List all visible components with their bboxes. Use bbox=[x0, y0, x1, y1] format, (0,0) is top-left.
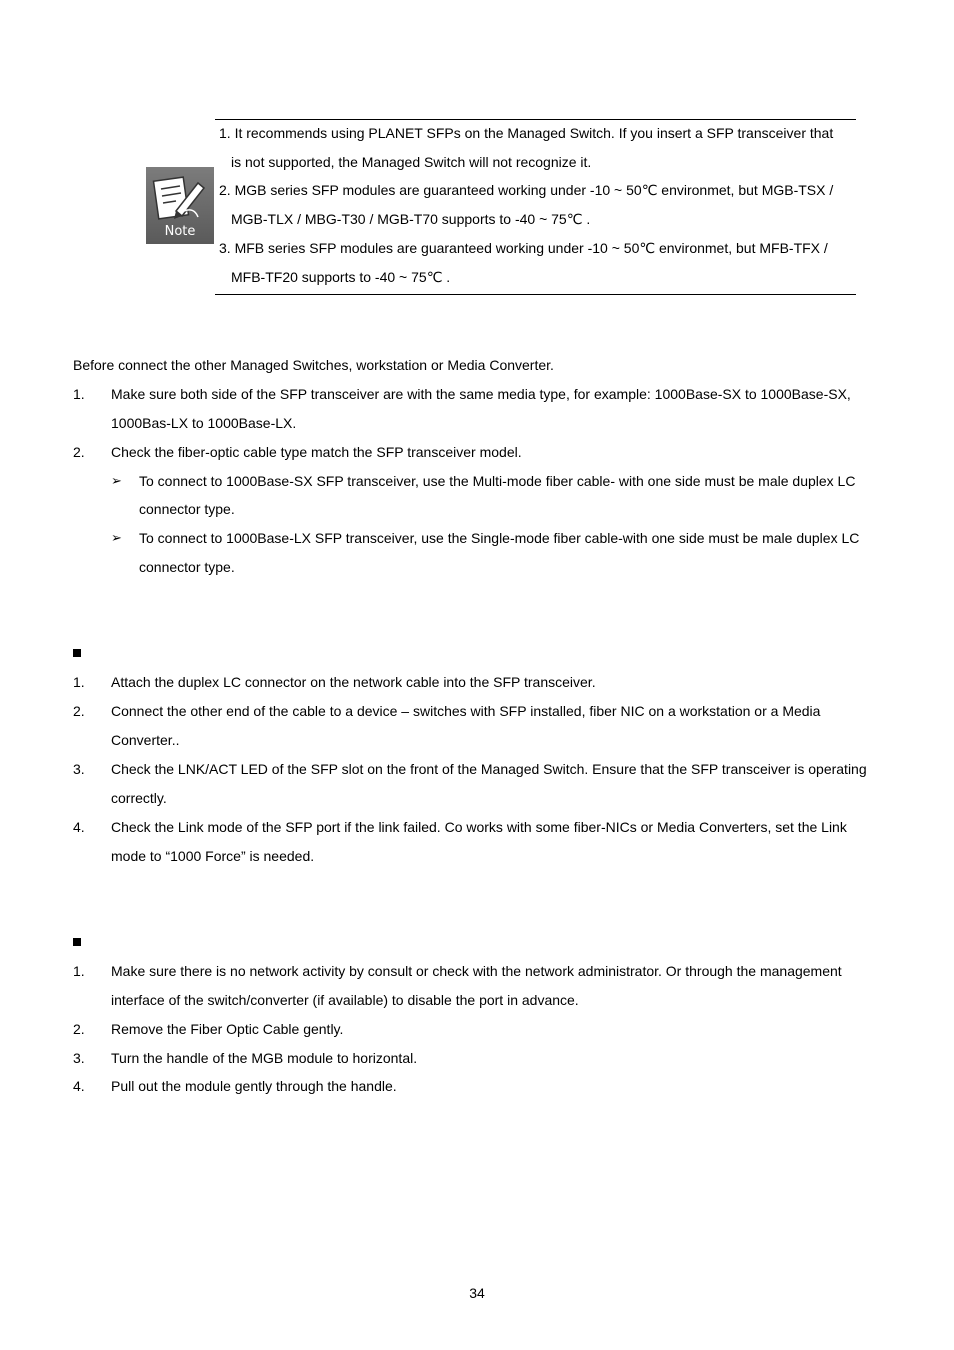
bullet-text: To connect to 1000Base-LX SFP transceiver, use the Single-mode fiber cable-with one side must be male duplex LC bbox=[139, 530, 860, 546]
note-line-5: 3. MFB series SFP modules are guaranteed working under -10 ~ 50℃ environmet, but MFB-TFX / bbox=[219, 240, 828, 256]
list-item-text: interface of the switch/converter (if available) to disable the port in advance. bbox=[111, 992, 579, 1008]
connect-intro: Before connect the other Managed Switches, workstation or Media Converter. bbox=[73, 357, 554, 373]
note-line-4: MGB-TLX / MBG-T30 / MGB-T70 supports to -40 ~ 75℃ . bbox=[231, 211, 591, 227]
bullet-text: connector type. bbox=[139, 501, 235, 517]
list-item-text: mode to “1000 Force” is needed. bbox=[111, 848, 315, 864]
square-bullet-icon bbox=[73, 649, 81, 657]
list-item-text: Attach the duplex LC connector on the network cable into the SFP transceiver. bbox=[111, 674, 596, 690]
note-line-6: MFB-TF20 supports to -40 ~ 75℃ . bbox=[231, 269, 451, 285]
bullet-text: connector type. bbox=[139, 559, 235, 575]
list-item-text: Make sure there is no network activity by consult or check with the network administrator. Or through the management bbox=[111, 963, 842, 979]
list-number: 2. bbox=[73, 444, 85, 460]
list-item-text: Connect the other end of the cable to a device – switches with SFP installed, fiber NIC on a workstation or a Media bbox=[111, 703, 821, 719]
list-number: 3. bbox=[73, 1050, 85, 1066]
note-line-2: is not supported, the Managed Switch will not recognize it. bbox=[231, 154, 592, 170]
list-number: 1. bbox=[73, 386, 85, 402]
list-number: 2. bbox=[73, 1021, 85, 1037]
note-line-3: 2. MGB series SFP modules are guaranteed working under -10 ~ 50℃ environmet, but MGB-TSX / bbox=[219, 182, 834, 198]
list-number: 2. bbox=[73, 703, 85, 719]
page-number: 34 bbox=[469, 1285, 485, 1301]
list-item-text: Converter.. bbox=[111, 732, 180, 748]
list-item-text: correctly. bbox=[111, 790, 167, 806]
note-icon bbox=[146, 167, 214, 244]
list-number: 4. bbox=[73, 1078, 85, 1094]
note-label: Note bbox=[164, 224, 196, 239]
list-item-text: Make sure both side of the SFP transceiver are with the same media type, for example: 1000Base-SX to 1000Base-SX, bbox=[111, 386, 851, 402]
list-item-text: Check the fiber-optic cable type match the SFP transceiver model. bbox=[111, 444, 522, 460]
list-number: 4. bbox=[73, 819, 85, 835]
arrow-bullet-icon: ➢ bbox=[111, 530, 122, 545]
list-item-text: 1000Bas-LX to 1000Base-LX. bbox=[111, 415, 297, 431]
list-number: 1. bbox=[73, 674, 85, 690]
bullet-text: To connect to 1000Base-SX SFP transceiver, use the Multi-mode fiber cable- with one side must be male duplex LC bbox=[139, 473, 856, 489]
arrow-bullet-icon: ➢ bbox=[111, 473, 122, 488]
list-item-text: Pull out the module gently through the handle. bbox=[111, 1078, 397, 1094]
list-number: 3. bbox=[73, 761, 85, 777]
pencil-notepad-icon bbox=[146, 167, 214, 227]
note-line-1: 1. It recommends using PLANET SFPs on the Managed Switch. If you insert a SFP transceiver that bbox=[219, 125, 834, 141]
square-bullet-icon bbox=[73, 938, 81, 946]
list-item-text: Check the Link mode of the SFP port if the link failed. Co works with some fiber-NICs or Media Converters, set the Link bbox=[111, 819, 847, 835]
list-item-text: Remove the Fiber Optic Cable gently. bbox=[111, 1021, 344, 1037]
list-number: 1. bbox=[73, 963, 85, 979]
list-item-text: Check the LNK/ACT LED of the SFP slot on the front of the Managed Switch. Ensure that the SFP transceiver is operating bbox=[111, 761, 867, 777]
list-item-text: Turn the handle of the MGB module to horizontal. bbox=[111, 1050, 418, 1066]
